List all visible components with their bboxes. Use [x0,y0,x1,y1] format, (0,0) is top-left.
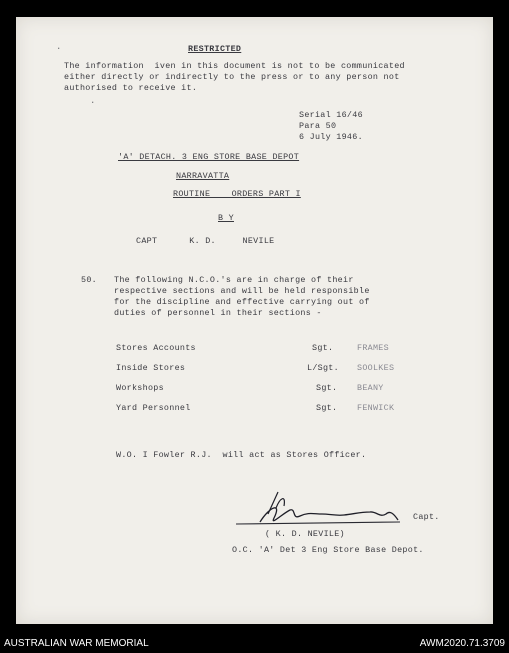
paragraph-line-3: for the discipline and effective carrying out of [114,297,370,307]
accession-number: AWM2020.71.3709 [419,638,505,649]
section-nco: BEANY [357,383,384,393]
classification-heading: RESTRICTED [188,44,242,54]
signatory-title: O.C. 'A' Det 3 Eng Store Base Depot. [232,545,424,555]
signatory-rank: Capt. [413,512,440,522]
section-name: Stores Accounts [116,343,196,353]
orders-title: ROUTINE ORDERS PART I [173,189,301,199]
para-reference: Para 50 [299,121,337,131]
section-rank: L/Sgt. [307,363,339,373]
punch-mark: · [90,98,96,108]
section-nco: SOOLKES [357,363,395,373]
notice-line-2: either directly or indirectly to the press or to any person not [64,72,400,82]
location-heading: NARRAVATTA [176,171,230,181]
section-name: Yard Personnel [116,403,191,413]
notice-line-3: authorised to receive it. [64,83,198,93]
signature [230,484,410,532]
punch-mark: · [56,44,62,54]
commanding-officer: CAPT K. D. NEVILE [136,236,275,246]
section-name: Inside Stores [116,363,186,373]
stores-officer-note: W.O. I Fowler R.J. will act as Stores Officer. [116,450,367,460]
paragraph-line-2: respective sections and will be held responsible [114,286,370,296]
section-rank: Sgt. [316,403,338,413]
section-rank: Sgt. [316,383,338,393]
document-page [16,17,493,624]
paragraph-line-4: duties of personnel in their sections - [114,308,322,318]
paragraph-line-1: The following N.C.O.'s are in charge of their [114,275,354,285]
unit-heading: 'A' DETACH. 3 ENG STORE BASE DEPOT [118,152,300,162]
document-date: 6 July 1946. [299,132,363,142]
signatory-name: ( K. D. NEVILE) [265,529,345,539]
section-nco: FRAMES [357,343,389,353]
section-rank: Sgt. [312,343,334,353]
section-nco: FENWICK [357,403,395,413]
section-name: Workshops [116,383,164,393]
archive-credit: AUSTRALIAN WAR MEMORIAL [4,638,149,649]
paragraph-number: 50. [81,275,97,285]
by-heading: B Y [218,213,234,223]
serial-number: Serial 16/46 [299,110,363,120]
notice-line-1: The information iven in this document is not to be communicated [64,61,405,71]
